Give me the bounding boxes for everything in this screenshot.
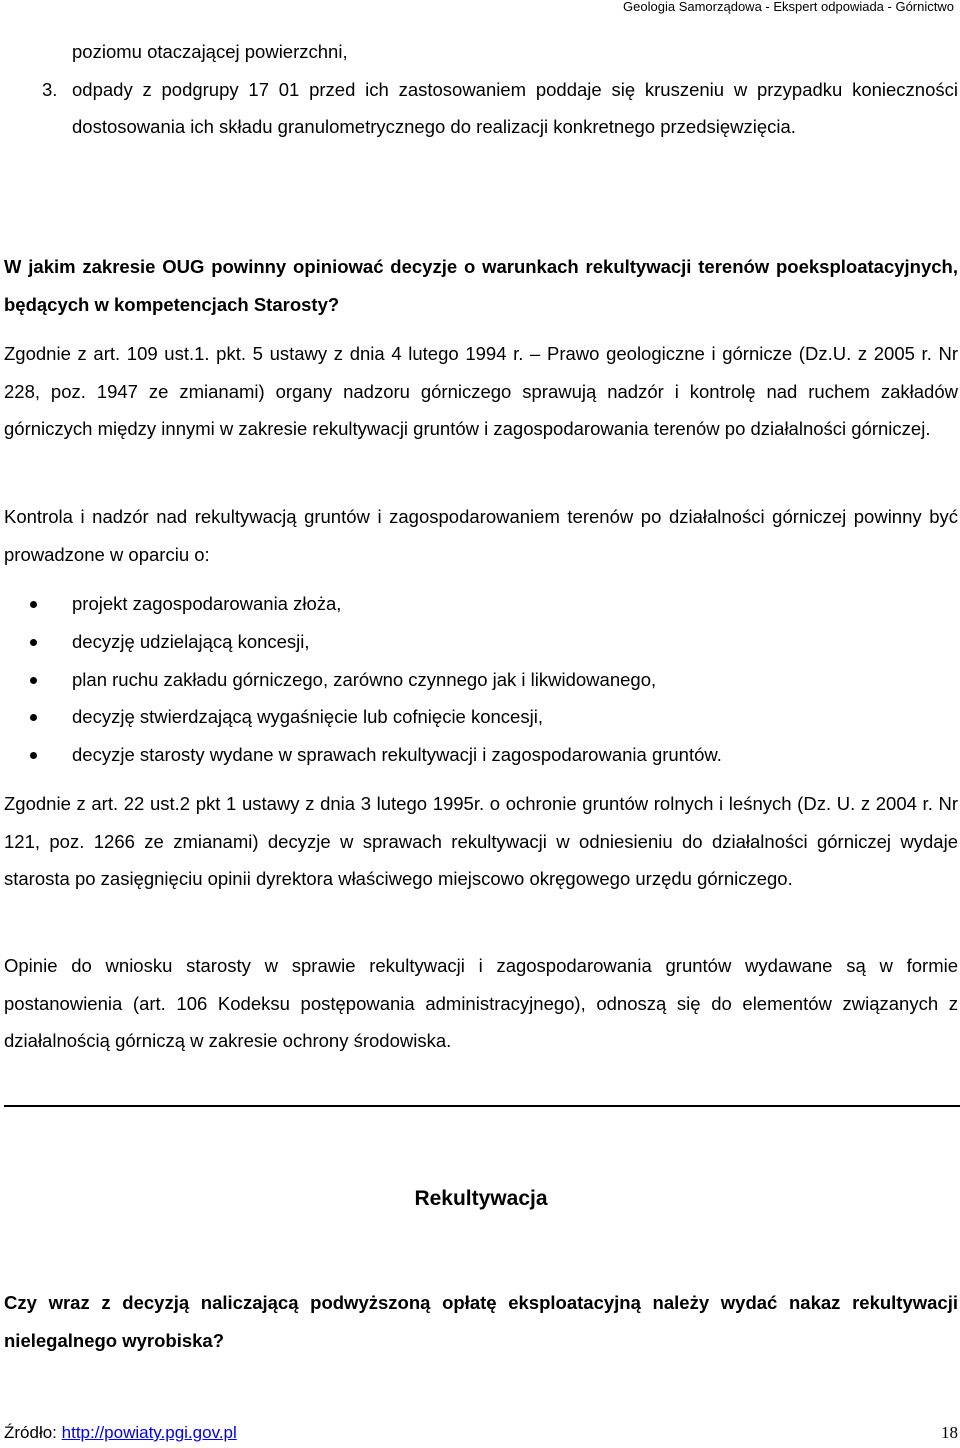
source-link[interactable]: http://powiaty.pgi.gov.pl — [61, 1423, 237, 1442]
bullet-item — [4, 736, 958, 774]
bullet-text: decyzję udzielającą koncesji, — [72, 630, 310, 652]
question-heading: W jakim zakresie OUG powinny opiniować decyzje o warunkach rekultywacji terenów poeksploatacyjnych, będących w kompetencjach Starosty? — [4, 256, 958, 315]
horizontal-divider — [4, 1105, 960, 1107]
bullet-text: decyzję stwierdzającą wygaśnięcie lub cofnięcie koncesji, — [72, 706, 543, 728]
bullet-item — [4, 623, 958, 661]
page-footer — [4, 1420, 958, 1446]
bullet-icon — [30, 714, 37, 721]
section-title: Rekultywacja — [414, 1187, 548, 1210]
list-item-number: 3. — [42, 78, 58, 100]
bullet-text: decyzje starosty wydane w sprawach rekultywacji i zagospodarowania gruntów. — [72, 744, 722, 766]
bullet-item — [4, 698, 958, 736]
continued-line: poziomu otaczającej powierzchni, — [72, 41, 348, 62]
numbered-list-item — [4, 71, 958, 146]
bullet-icon — [30, 677, 37, 684]
bullet-list — [4, 585, 958, 774]
answer-paragraph: Opinie do wniosku starosty w sprawie rekultywacji i zagospodarowania gruntów wydawane są w formie postanowienia (art. 106 Kodeksu postępowania administracyjnego), odnoszą się do elementów związanych z działalnością górniczą w zakresie ochrony środowiska. — [4, 955, 958, 1051]
bullet-icon — [30, 601, 37, 608]
bullet-item — [4, 661, 958, 699]
bullet-text: plan ruchu zakładu górniczego, zarówno czynnego jak i likwidowanego, — [72, 668, 657, 690]
list-item-text: odpady z podgrupy 17 01 przed ich zastosowaniem poddaje się kruszeniu w przypadku konieczności dostosowania ich składu granulometrycznego do realizacji konkretnego przedsięwzięcia. — [72, 78, 958, 137]
answer-paragraph: Zgodnie z art. 22 ust.2 pkt 1 ustawy z dnia 3 lutego 1995r. o ochronie gruntów rolnych i leśnych (Dz. U. z 2004 r. Nr 121, poz. 1266 ze zmianami) decyzje w sprawach rekultywacji w odniesieniu do działalności górniczej wydaje starosta po zasięgnięciu opinii dyrektora właściwego miejscowo okręgowego urzędu górniczego. — [4, 793, 958, 889]
question-heading: Czy wraz z decyzją naliczającą podwyższoną opłatę eksploatacyjną należy wydać nakaz rekultywacji nielegalnego wyrobiska? — [4, 1292, 958, 1351]
answer-paragraph: Kontrola i nadzór nad rekultywacją gruntów i zagospodarowaniem terenów po działalności górniczej powinny być prowadzone w oparciu o: — [4, 506, 958, 565]
list-continuation — [4, 33, 958, 146]
answer-paragraph: Zgodnie z art. 109 ust.1. pkt. 5 ustawy z dnia 4 lutego 1994 r. – Prawo geologiczne i górnicze (Dz.U. z 2005 r. Nr 228, poz. 1947 ze zmianami) organy nadzoru górniczego sprawują nadzór i kontrolę nad ruchem zakładów górniczych między innymi w zakresie rekultywacji gruntów i zagospodarowania terenów po działalności górniczej. — [4, 343, 958, 439]
page-number: 18 — [941, 1423, 958, 1442]
bullet-item — [4, 585, 958, 623]
running-header: Geologia Samorządowa - Ekspert odpowiada - Górnictwo — [623, 0, 954, 14]
bullet-icon — [30, 752, 37, 759]
bullet-text: projekt zagospodarowania złoża, — [72, 593, 342, 614]
source-label: Źródło: — [4, 1423, 62, 1442]
bullet-icon — [30, 639, 37, 646]
